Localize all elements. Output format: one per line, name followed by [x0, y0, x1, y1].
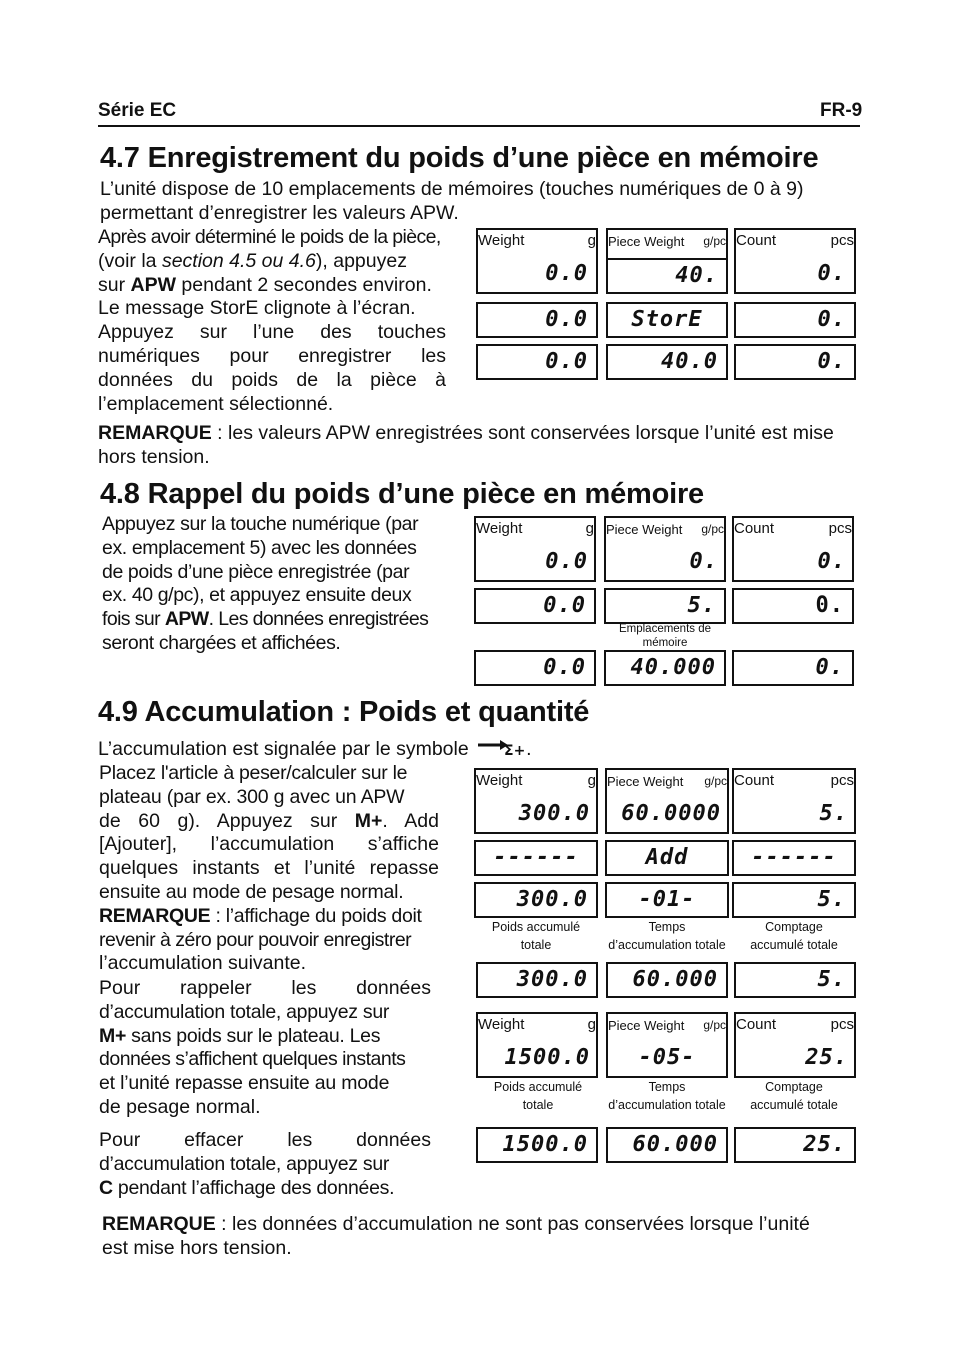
lcd-count: 5. [819, 801, 848, 826]
header-rule [98, 125, 860, 127]
lcd-weight: 300.0 [476, 962, 598, 998]
lcd-count: 5. [734, 962, 856, 998]
caption-accumulated-weight: Poids accumulé totale [491, 920, 581, 952]
s49-line: et l’unité repasse ensuite au mode [99, 1072, 390, 1095]
label-weight: Weight g [476, 772, 596, 789]
lcd-count: ------ [732, 840, 856, 876]
s47-intro-line1: L’unité dispose de 10 emplacements de mémoires (touches numériques de 0 à 9) [100, 178, 804, 200]
lcd-count: 0. [734, 344, 856, 380]
s49-display-panel-a [474, 768, 858, 958]
s47-line: (voir la section 4.5 ou 4.6), appuyez [98, 249, 407, 272]
label-count: Count pcs [736, 232, 854, 249]
lcd-weight: 0.0 [476, 258, 598, 294]
caption-accumulated-count: Comptage accumulé totale [750, 1080, 838, 1112]
s49-line: l’accumulation suivante. [99, 952, 307, 975]
lcd-count: 0. [734, 258, 856, 294]
section-4-8-title: 4.8 Rappel du poids d’une pièce en mémoire [100, 478, 704, 510]
lcd-weight: 300.0 [518, 801, 590, 826]
lcd-weight: 0.0 [476, 344, 598, 380]
caption-accumulation-time: Temps d’accumulation totale [608, 1080, 726, 1112]
lcd-weight: 1500.0 [476, 1127, 598, 1163]
lcd-count: 5. [732, 882, 856, 918]
s48-display-panel [474, 516, 856, 688]
s47-line: Après avoir déterminé le poids de la pièce, [98, 226, 441, 248]
s47-line: Le message StorE clignote à l’écran. [98, 297, 416, 320]
lcd-weight: ------ [474, 840, 598, 876]
label-count: Count pcs [734, 772, 854, 789]
label-piece-weight: Piece Weight g/pc [607, 774, 727, 789]
section-4-9-title: 4.9 Accumulation : Poids et quantité [98, 696, 590, 728]
s49-line: données s’affichent quelques instants [99, 1048, 406, 1071]
label-weight: Weight g [478, 232, 596, 249]
s49-line: Placez l'article à peser/calculer sur le [99, 762, 408, 784]
lcd-piece-weight: 40.000 [604, 650, 726, 686]
s49-line: d’accumulation totale, appuyez sur [99, 1152, 390, 1175]
s49-note-line1: REMARQUE : les données d’accumulation ne sont pas conservées lorsque l’unité [102, 1213, 810, 1235]
s47-line: numériques pour enregistrer les [98, 344, 446, 367]
lcd-count: 25. [734, 1127, 856, 1163]
lcd-weight: 0.0 [476, 302, 598, 338]
s49-line: M+ sans poids sur le plateau. Les [99, 1024, 381, 1047]
frame [606, 228, 728, 260]
frame [476, 228, 598, 294]
s49-line: d’accumulation totale, appuyez sur [99, 1000, 390, 1023]
lcd-count: 0. [732, 588, 854, 624]
s49-line: [Ajouter], l’accumulation s’affiche [99, 833, 439, 856]
s48-line: seront chargées et affichées. [102, 631, 341, 654]
lcd-accumulation-count: -01- [605, 882, 729, 918]
caption-accumulated-weight: Poids accumulé totale [493, 1080, 583, 1112]
s48-line: ex. 40 g/pc), et appuyez ensuite deux [102, 584, 412, 607]
s47-line: données du poids de la pièce à [98, 368, 446, 391]
s47-note-line1: REMARQUE : les valeurs APW enregistrées sont conservées lorsque l’unité est mise [98, 422, 834, 444]
s47-line: l’emplacement sélectionné. [98, 392, 334, 415]
lcd-piece-weight: Add [605, 840, 729, 876]
label-piece-weight: Piece Weight g/pc [606, 522, 724, 537]
s49-line: C pendant l’affichage des données. [99, 1176, 395, 1199]
header-series: Série EC [98, 100, 177, 121]
s49-line: Pour effacer les données [99, 1129, 431, 1151]
lcd-piece-weight: 60.000 [606, 962, 728, 998]
caption-accumulated-count: Comptage accumulé totale [750, 920, 838, 952]
lcd-count: 0. [734, 302, 856, 338]
s49-line: quelques instants et l’unité repasse [99, 857, 439, 880]
lcd-piece-weight: 60.0000 [621, 801, 721, 826]
lcd-weight: 0.0 [474, 588, 596, 624]
s47-display-panel [476, 228, 858, 382]
lcd-weight: 1500.0 [504, 1045, 590, 1070]
lcd-piece-weight: 40. [606, 258, 728, 294]
lcd-piece-weight: StorE [606, 302, 728, 338]
label-piece-weight: Piece Weight g/pc [608, 234, 726, 249]
s49-line: REMARQUE : l’affichage du poids doit [99, 904, 422, 927]
s49-intro: L’accumulation est signalée par le symbole Σ+ . [98, 738, 532, 760]
caption-accumulation-time: Temps d’accumulation totale [608, 920, 726, 952]
s47-body [98, 226, 446, 416]
lcd-weight: 0.0 [474, 650, 596, 686]
lcd-piece-weight: 0. [689, 549, 718, 574]
lcd-accumulation-count: -05- [638, 1045, 696, 1070]
caption-memory-locations: Emplacements de mémoire [618, 623, 712, 649]
label-count: Count pcs [736, 1016, 854, 1033]
label-count: Count pcs [734, 520, 852, 537]
lcd-memory-location: 5. [604, 588, 726, 624]
lcd-weight: 300.0 [474, 882, 598, 918]
header-page-number: FR-9 [820, 100, 863, 121]
s49-line: Pour rappeler les données [99, 977, 431, 999]
accumulation-symbol-icon [474, 739, 526, 757]
s48-line: ex. emplacement 5) avec les données [102, 536, 417, 559]
s49-line: de 60 g). Appuyez sur M+. Add [99, 809, 439, 832]
s48-body [102, 513, 450, 656]
s48-line: de poids d’une pièce enregistrée (par [102, 560, 410, 583]
label-piece-weight: Piece Weight g/pc [608, 1018, 726, 1033]
lcd-count: 0. [817, 549, 846, 574]
s49-paragraph-3 [99, 977, 431, 1120]
s47-note-line2: hors tension. [98, 446, 210, 468]
s49-paragraph-1 [99, 762, 439, 976]
s49-note-line2: est mise hors tension. [102, 1237, 292, 1259]
lcd-count: 0. [732, 650, 854, 686]
s49-line: de pesage normal. [99, 1095, 261, 1118]
s49-display-panel-b [476, 1012, 858, 1116]
lcd-weight: 0.0 [545, 549, 588, 574]
s47-line: sur APW pendant 2 secondes environ. [98, 273, 432, 296]
s48-line: fois sur APW. Les données enregistrées [102, 608, 429, 631]
svg-text:Σ+: Σ+ [504, 743, 526, 757]
lcd-piece-weight: 40.0 [606, 344, 728, 380]
s49-paragraph-4 [99, 1129, 431, 1200]
s48-line: Appuyez sur la touche numérique (par [102, 513, 419, 535]
label-weight: Weight g [476, 520, 594, 537]
frame [734, 228, 856, 294]
lcd-piece-weight: 60.000 [606, 1127, 728, 1163]
s49-line: revenir à zéro pour pouvoir enregistrer [99, 928, 412, 951]
section-4-7-title: 4.7 Enregistrement du poids d’une pièce en mémoire [100, 142, 819, 174]
s49-line: ensuite au mode de pesage normal. [99, 880, 404, 903]
s47-line: Appuyez sur l’une des touches [98, 321, 446, 344]
s49-line: plateau (par ex. 300 g avec un APW [99, 785, 405, 808]
s47-intro-line2: permettant d’enregistrer les valeurs APW. [100, 202, 459, 224]
label-weight: Weight g [478, 1016, 596, 1033]
lcd-count: 25. [805, 1045, 848, 1070]
